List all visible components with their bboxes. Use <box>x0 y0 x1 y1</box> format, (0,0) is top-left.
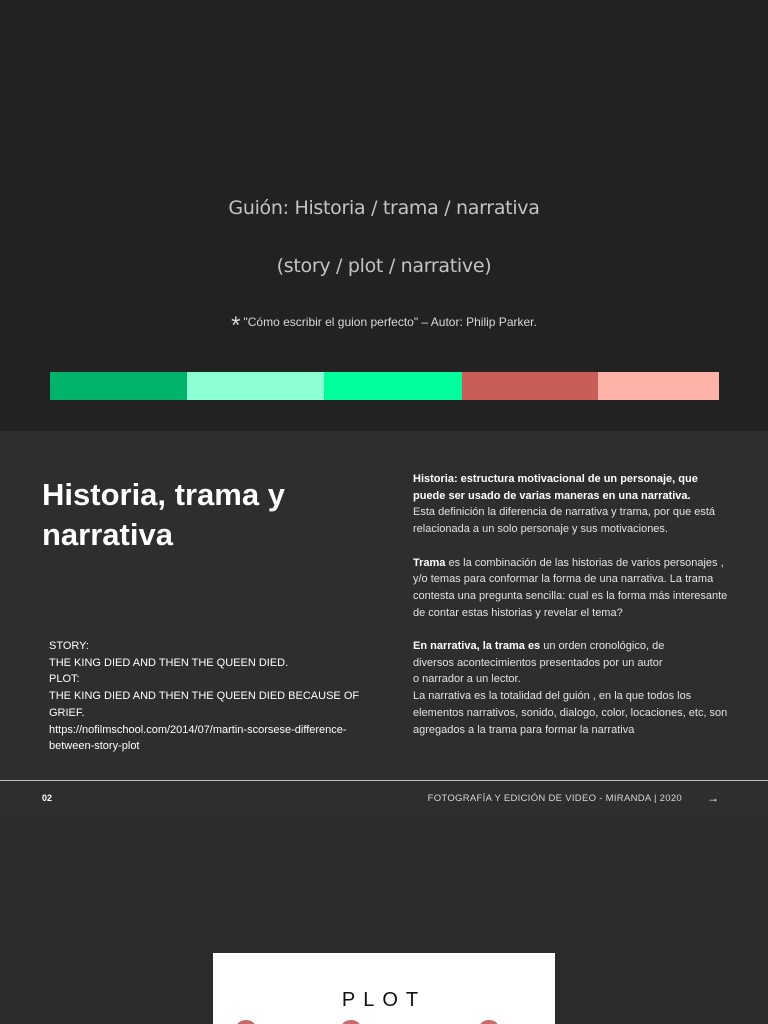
citation <box>0 312 768 340</box>
plot-point-dot <box>480 1020 498 1024</box>
footer-divider-top <box>0 780 768 781</box>
title-slide <box>0 0 768 431</box>
next-arrow-icon[interactable]: → <box>707 791 719 805</box>
color-palette <box>50 372 719 400</box>
citation-text: "Cómo escribir el guion perfecto" – Autor: Philip Parker. <box>243 315 537 329</box>
palette-swatch <box>187 372 324 400</box>
story-label: STORY: <box>49 640 89 652</box>
trama-text: es la combinación de las historias de varios personajes , y/o temas para conformar la forma de una narrativa. La trama contesta una pregunta sencilla: cual es la forma más interesante de contar estas historias y revelar el tema? <box>413 556 728 619</box>
asterisk-icon: * <box>231 312 241 339</box>
slide-subtitle: (story / plot / narrative) <box>276 255 492 277</box>
narrativa-text-1: un orden cronológico, de <box>540 640 665 652</box>
palette-swatch <box>598 372 719 400</box>
source-link[interactable]: https://nofilmschool.com/2014/07/martin-scorsese-difference-between-story-plot <box>49 723 347 753</box>
definitions <box>413 471 733 755</box>
narrativa-bold: En narrativa, la trama es <box>413 640 541 652</box>
plot-point-dot <box>342 1020 360 1024</box>
story-text: THE KING DIED AND THEN THE QUEEN DIED. <box>49 656 289 669</box>
palette-swatch <box>50 372 187 400</box>
trama-definition <box>413 555 733 622</box>
historia-text: Esta definición la diferencia de narrativa y trama, por que está relacionada a un solo personaje y sus motivaciones. <box>413 506 716 536</box>
narrativa-text-3: o narrador a un lector. <box>413 673 521 686</box>
plot-label: PLOT: <box>49 673 80 686</box>
slide-heading: Historia, trama y narrativa <box>42 477 285 552</box>
plot-text: THE KING DIED AND THEN THE QUEEN DIED BECAUSE OF GRIEF. <box>49 690 360 719</box>
narrativa-text-4: La narrativa es la totalidad del guión , en la que todos los elementos narrativos, sonido, dialogo, color, locaciones, etc, son agregados a la trama para formar la narrativa <box>413 690 728 736</box>
plot-point-dot <box>237 1020 255 1024</box>
historia-definition <box>413 471 733 538</box>
slide-title: Guión: Historia / trama / narrativa <box>228 197 540 219</box>
narrativa-definition <box>413 638 733 738</box>
trama-bold: Trama <box>413 556 446 569</box>
narrativa-text-2: diversos acontecimientos presentados por un autor <box>413 656 663 669</box>
historia-bold: Historia: estructura motivacional de un personaje, que puede ser usado de varias maneras en una narrativa. <box>413 473 698 502</box>
plot-card <box>213 953 555 1024</box>
plot-card-title: PLOT <box>341 989 427 1011</box>
page-number: 02 <box>42 793 53 803</box>
palette-swatch <box>462 372 598 400</box>
palette-swatch <box>324 372 462 400</box>
footer-course: FOTOGRAFÍA Y EDICIÓN DE VIDEO - MIRANDA | 2020 <box>427 793 682 804</box>
story-plot-example <box>49 638 389 755</box>
